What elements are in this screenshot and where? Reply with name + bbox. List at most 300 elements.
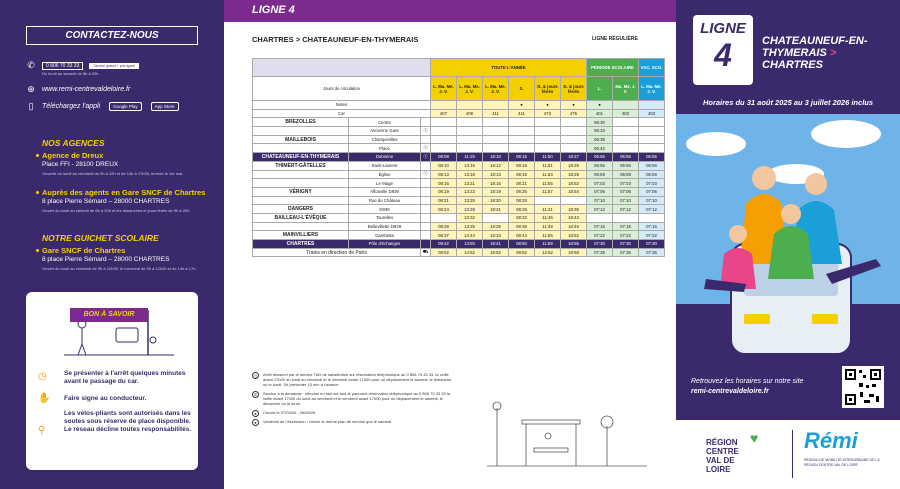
website-promo — [691, 377, 851, 396]
agency1-name: Agence de Dreux — [42, 151, 104, 160]
departure-time: 18:10 — [483, 153, 509, 162]
note-text: Service à la demande : effectué en taxi sur tout le parcours réservation téléphonique au 0 806 70 33 33 la veille avant 17h00 du lundi au vendredi et le vendredi avant 17h00 pour un déplacement le samedi, le dimanche ou le lundi. — [263, 391, 450, 406]
departure-time: 08:37 — [431, 231, 457, 240]
stop-row — [253, 161, 665, 170]
footnote-taxi — [252, 391, 452, 406]
departure-time: 19:58 — [561, 248, 587, 257]
departure-time: 13:35 — [457, 222, 483, 231]
departure-time: 11:50 — [535, 153, 561, 162]
bullet-dot — [36, 191, 39, 194]
days-cell: S. — [509, 77, 535, 101]
departure-time: 18:28 — [561, 161, 587, 170]
phone-icon: ✆ — [253, 392, 258, 397]
departure-time: 07:10 — [639, 196, 665, 205]
tip-bicycles: Les vélos-pliants sont autorisés dans les soutes sous réserve de place disponible. Le réseau décline toutes responsabilités. — [64, 410, 192, 433]
departure-time: 06:56 — [639, 161, 665, 170]
departure-time — [509, 144, 535, 153]
departure-time: 08:44 — [509, 231, 535, 240]
stop-name: Affonville D939 — [349, 187, 421, 196]
departure-time: 13:28 — [457, 205, 483, 214]
phone-number[interactable]: 0 806 70 33 33 — [42, 62, 83, 70]
departure-time: 18:45 — [561, 222, 587, 231]
footnotes — [252, 372, 452, 428]
departure-time — [483, 144, 509, 153]
departure-time — [431, 213, 457, 222]
clock-icon: ◷ — [38, 371, 47, 382]
days-row — [253, 77, 665, 101]
departure-time — [613, 127, 639, 136]
departure-time: 07:06 — [639, 187, 665, 196]
commune-name — [253, 170, 349, 179]
validity-dates: Horaires du 31 août 2025 au 3 juillet 2026 inclus — [702, 98, 874, 107]
departure-time: 11:41 — [535, 205, 561, 214]
app-row — [26, 101, 179, 112]
departure-time: 07:10 — [613, 196, 639, 205]
departure-time: 07:15 — [639, 222, 665, 231]
stop-name: Tourelles — [349, 213, 421, 222]
days-cell: L. Ma. Me. J. V. — [457, 77, 483, 101]
google-play-badge[interactable]: Google Play — [109, 102, 142, 111]
stop-row — [253, 153, 665, 162]
departure-time: 07:30 — [613, 240, 639, 249]
stop-name: Champevilles — [349, 135, 421, 144]
departure-time: 08:25 — [509, 196, 535, 205]
car-number: 411 — [509, 109, 535, 118]
departure-time — [613, 213, 639, 222]
days-cell: L. Ma. Me. J. V. — [431, 77, 457, 101]
period-row — [253, 59, 665, 77]
departure-time: 07:03 — [587, 179, 613, 188]
footnote-ascension — [252, 419, 452, 424]
route-title: CHARTRES > CHATEAUNEUF-EN-THYMERAIS — [252, 35, 419, 44]
footnote-tad — [252, 372, 452, 387]
dest-origin: CHATEAUNEUF-EN-THYMERAIS — [762, 35, 868, 59]
departure-time — [431, 135, 457, 144]
departure-time — [535, 135, 561, 144]
departure-time: 11:46 — [535, 213, 561, 222]
departure-time — [535, 118, 561, 127]
stop-row — [253, 213, 665, 222]
days-label: Jours de circulation — [253, 77, 431, 101]
stop-rows — [253, 118, 665, 257]
departure-time — [431, 144, 457, 153]
departure-time: 11:53 — [535, 170, 561, 179]
car-number: 403 — [613, 109, 639, 118]
commune-name: CHARTRES — [253, 240, 349, 249]
phone-badge: Service gratuit + prix appel — [89, 63, 139, 69]
departure-time: 06:30 — [587, 118, 613, 127]
stop-note-icon — [421, 118, 431, 127]
departure-time: 08:36 — [509, 222, 535, 231]
departure-time: 18:56 — [561, 240, 587, 249]
note-marker: ● — [509, 101, 535, 110]
departure-time: 13:21 — [457, 179, 483, 188]
smartphone-icon: ▯ — [28, 101, 34, 111]
departure-time: 08:08 — [431, 153, 457, 162]
departure-time — [561, 118, 587, 127]
departure-time: 06:56 — [587, 161, 613, 170]
departure-time: 08:52 — [509, 248, 535, 257]
note-marker: ● — [535, 101, 561, 110]
period-vacation: VAC. SCO. — [639, 59, 665, 77]
departure-time — [639, 118, 665, 127]
stop-note-icon: ⛟ — [421, 248, 431, 257]
stop-note-icon — [421, 179, 431, 188]
departure-time: 11:59 — [535, 240, 561, 249]
departure-time: 07:12 — [613, 205, 639, 214]
phone-icon: ✆ — [27, 60, 35, 70]
departure-time: 18:21 — [483, 205, 509, 214]
school-title: NOTRE GUICHET SCOLAIRE — [42, 233, 159, 243]
school-hours: Ouvert du lundi au vendredi de 9h à 12h30, le mercredi de 9h à 12h30 et de 14h à 17h. — [42, 266, 197, 271]
departure-time: 08:24 — [431, 205, 457, 214]
commune-name: BAILLEAU-L'ÉVÊQUE — [253, 213, 349, 222]
departure-time: 13:50 — [457, 240, 483, 249]
app-store-badge[interactable]: App Store — [151, 102, 179, 111]
bus-shelter-illustration — [482, 398, 652, 473]
commune-name: MAILLEBOIS — [253, 135, 349, 144]
departure-time — [457, 127, 483, 136]
departure-time: 08:13 — [431, 170, 457, 179]
departure-time — [483, 118, 509, 127]
days-cell: Ma. Me. J. V. — [613, 77, 639, 101]
bullet-dot — [36, 249, 39, 252]
departure-time: 12:52 — [535, 248, 561, 257]
car-number: 411 — [483, 109, 509, 118]
departure-time: 18:27 — [561, 153, 587, 162]
service-type: LIGNE RÉGULIÈRE — [592, 36, 638, 42]
departure-time — [535, 196, 561, 205]
departure-time — [535, 127, 561, 136]
departure-time — [613, 144, 639, 153]
departure-time — [639, 213, 665, 222]
stop-row — [253, 231, 665, 240]
agency2-hours: Ouvert du lundi au samedi de 6h à 20h et les dimanches et jours fériés de 9h à 20h. — [42, 208, 191, 213]
commune-name — [253, 127, 349, 136]
destination — [762, 35, 897, 71]
remi-tagline: RÉSEAU DE MOBILITÉ INTERURBAINE DE LA RÉGION CENTRE-VAL DE LOIRE — [804, 458, 880, 467]
remi-logo: Rémi — [804, 428, 858, 453]
commune-name — [253, 196, 349, 205]
departure-time: 07:30 — [639, 240, 665, 249]
agency-dreux — [42, 152, 207, 161]
departure-time: 18:13 — [483, 170, 509, 179]
globe-icon: ⊕ — [27, 84, 35, 94]
stop-name: Église — [349, 170, 421, 179]
departure-time: 18:43 — [561, 213, 587, 222]
commune-name: MAINVILLIERS — [253, 231, 349, 240]
dest-terminus: CHARTRES — [762, 59, 823, 71]
note-text: Circule le 07/04/26 ; 26/05/26 — [263, 410, 316, 415]
stop-name: Gambetta — [349, 231, 421, 240]
departure-time: 18:39 — [561, 205, 587, 214]
departure-time: 06:55 — [639, 153, 665, 162]
departure-time — [535, 144, 561, 153]
departure-time: 07:03 — [639, 179, 665, 188]
commune-name: CHATEAUNEUF-EN-THYMERAIS — [253, 153, 349, 162]
hand-icon: ✋ — [38, 393, 51, 404]
stop-note-icon: ⓢ — [421, 144, 431, 153]
qr-code[interactable] — [842, 366, 884, 408]
stop-row — [253, 222, 665, 231]
days-cell: L. Ma. Me. J. V. — [639, 77, 665, 101]
departure-time — [509, 118, 535, 127]
stop-note-icon: ⓢ — [421, 153, 431, 162]
days-cell: L. — [587, 77, 613, 101]
departure-time: 07:35 — [613, 248, 639, 257]
departure-time: 18:29 — [561, 170, 587, 179]
stop-name: Saint-Laurent — [349, 161, 421, 170]
stop-row — [253, 170, 665, 179]
stop-note-icon — [421, 196, 431, 205]
departure-time — [457, 144, 483, 153]
car-number: 407 — [431, 109, 457, 118]
departure-time: 08:21 — [431, 196, 457, 205]
departure-time — [639, 127, 665, 136]
departure-time: 07:12 — [587, 205, 613, 214]
departure-time: 08:25 — [509, 187, 535, 196]
cover-panel — [676, 0, 900, 489]
departure-time — [509, 127, 535, 136]
car-number: 403 — [639, 109, 665, 118]
region-heart-icon: ♥ — [750, 430, 759, 446]
departure-time: 18:52 — [561, 179, 587, 188]
departure-time: 14:52 — [457, 248, 483, 257]
line-header-band — [224, 0, 676, 22]
stop-note-icon — [421, 231, 431, 240]
agency2-addr: 8 place Pierre Sémard – 28000 CHARTRES — [42, 198, 170, 205]
departure-time: 11:48 — [535, 222, 561, 231]
departure-time: 18:41 — [483, 240, 509, 249]
agencies-title: NOS AGENCES — [42, 138, 105, 148]
stop-row — [253, 127, 665, 136]
departure-time: 07:30 — [587, 240, 613, 249]
website-row[interactable] — [26, 84, 130, 95]
departure-time: 06:59 — [613, 170, 639, 179]
stop-note-icon — [421, 240, 431, 249]
departure-time: 11:57 — [535, 187, 561, 196]
departure-time: 08:16 — [431, 179, 457, 188]
days-cell: D. & jours fériés — [535, 77, 561, 101]
departure-time: 07:12 — [639, 205, 665, 214]
departure-time — [639, 135, 665, 144]
departure-time: 07:35 — [639, 248, 665, 257]
car-number: 475 — [561, 109, 587, 118]
note-marker: ● — [561, 101, 587, 110]
stop-note-icon — [421, 205, 431, 214]
stop-name: Pôle d'échanges — [349, 240, 421, 249]
stop-name: Ancienne Gare — [349, 127, 421, 136]
departure-time: 18:16 — [483, 179, 509, 188]
contact-title: CONTACTEZ-NOUS — [26, 26, 198, 45]
departure-time: 06:42 — [587, 144, 613, 153]
ligne-number: 4 — [714, 37, 732, 73]
departure-time: 08:10 — [431, 161, 457, 170]
departure-time: 07:03 — [613, 179, 639, 188]
agency2-name: Auprès des agents en Gare SNCF de Chartres — [42, 188, 206, 197]
commune-name: BREZOLLES — [253, 118, 349, 127]
stop-note-icon — [421, 222, 431, 231]
departure-time: 07:22 — [613, 231, 639, 240]
stop-note-icon: ⓢ — [421, 170, 431, 179]
departure-time: 08:42 — [431, 240, 457, 249]
notes-row — [253, 101, 665, 110]
departure-time — [561, 127, 587, 136]
tip-arrive-early: Se présenter à l'arrêt quelques minutes avant le passage du car. — [64, 370, 186, 385]
stop-note-icon: ⓢ — [421, 127, 431, 136]
bicycle-icon: ⚲ — [38, 425, 46, 436]
departure-time: 06:59 — [639, 170, 665, 179]
departure-time: 06:55 — [613, 153, 639, 162]
commune-name — [253, 144, 349, 153]
agency-chartres — [42, 189, 207, 198]
departure-time — [457, 135, 483, 144]
footnote-dates — [252, 410, 452, 415]
departure-time: 13:32 — [457, 213, 483, 222]
departure-time — [483, 135, 509, 144]
departure-time — [639, 144, 665, 153]
departure-time — [613, 135, 639, 144]
stop-row — [253, 135, 665, 144]
car-number: 401 — [587, 109, 613, 118]
departure-time: 07:35 — [587, 248, 613, 257]
departure-time: 08:19 — [431, 187, 457, 196]
departure-time — [483, 127, 509, 136]
departure-time: 13:23 — [457, 187, 483, 196]
stop-row — [253, 240, 665, 249]
departure-time: 08:29 — [431, 222, 457, 231]
departure-time: 08:32 — [509, 213, 535, 222]
departure-time: 07:06 — [587, 187, 613, 196]
commune-name: DANGERS — [253, 205, 349, 214]
site-link[interactable]: remi-centrevaldeloire.fr — [691, 387, 769, 395]
stop-name: D939 — [349, 205, 421, 214]
departure-time — [509, 135, 535, 144]
stop-note-icon — [421, 213, 431, 222]
info-icon: ● — [252, 410, 259, 417]
stop-name: Bellevillette D939 — [349, 222, 421, 231]
commune-name — [253, 222, 349, 231]
days-cell: D. & jours fériés — [561, 77, 587, 101]
departure-time: 18:34 — [483, 231, 509, 240]
line-label: LIGNE 4 — [252, 4, 295, 16]
stop-row — [253, 196, 665, 205]
period-all-year: TOUTE L'ANNÉE — [431, 59, 587, 77]
commune-name — [253, 179, 349, 188]
logo-divider — [792, 430, 793, 478]
departure-time: 08:21 — [509, 179, 535, 188]
car-number: 409 — [457, 109, 483, 118]
website-link[interactable]: www.remi-centrevaldeloire.fr — [42, 86, 131, 93]
departure-time: 13:44 — [457, 231, 483, 240]
departure-time — [587, 213, 613, 222]
stop-name: Dubonne — [349, 153, 421, 162]
departure-time: 06:55 — [587, 153, 613, 162]
logos-bar — [676, 420, 900, 489]
departure-time: 11:15 — [457, 153, 483, 162]
stop-name: Centre — [349, 118, 421, 127]
bullet-dot — [36, 154, 39, 157]
departure-time — [431, 118, 457, 127]
departure-time: 18:54 — [561, 187, 587, 196]
agency1-addr: Place FFI - 28100 DREUX — [42, 161, 119, 168]
departure-time: 18:12 — [483, 161, 509, 170]
departure-time — [431, 127, 457, 136]
departure-time: 13:16 — [457, 161, 483, 170]
departure-time: 08:50 — [509, 240, 535, 249]
region-logo: RÉGION CENTRE VAL DE LOIRE — [706, 438, 739, 474]
tip-wave: Faire signe au conducteur. — [64, 395, 147, 402]
good-to-know-title: BON À SAVOIR — [70, 308, 148, 322]
departure-time: 06:38 — [587, 135, 613, 144]
departure-time: 06:59 — [587, 170, 613, 179]
car-number: 473 — [535, 109, 561, 118]
stop-name: Rue du Château — [349, 196, 421, 205]
departure-time: 18:20 — [483, 196, 509, 205]
stop-note-icon — [421, 135, 431, 144]
school-name: Gare SNCF de Chartres — [42, 246, 126, 255]
stop-row — [253, 205, 665, 214]
phone-row[interactable] — [26, 60, 139, 71]
stop-row — [253, 118, 665, 127]
days-cell: L. Ma. Me. J. V. — [483, 77, 509, 101]
line-tag — [693, 15, 753, 85]
departure-time: 07:15 — [587, 222, 613, 231]
note-text: Vendredi de l'Ascension : circule le même plan de service que le samedi. — [263, 419, 393, 424]
departure-time: 07:22 — [639, 231, 665, 240]
note-text: Arrêt desservi par le service TAD de substitution sur réservation téléphonique au 0 806 70 33 33, la veille avant 17h00 du lundi au vendredi et le vendredi avant 17h00 pour un déplacement le samedi, le dimanche ou le lundi. Se présenter 10 min à l'avance. — [263, 372, 452, 387]
dest-separator: > — [829, 47, 837, 59]
departure-time: 07:06 — [613, 187, 639, 196]
app-text: Téléchargez l'appli — [42, 103, 101, 110]
good-to-know-box — [26, 292, 198, 470]
left-panel — [0, 0, 224, 489]
stop-row — [253, 144, 665, 153]
departure-time: 07:15 — [613, 222, 639, 231]
departure-time: 13:25 — [457, 196, 483, 205]
departure-time: 06:33 — [587, 127, 613, 136]
note-marker: ● — [587, 101, 613, 110]
departure-time: 13:18 — [457, 170, 483, 179]
timetable-panel — [224, 0, 676, 489]
departure-time: 18:52 — [483, 248, 509, 257]
stop-name: Place — [349, 144, 421, 153]
departure-time: 08:29 — [509, 205, 535, 214]
departure-time: 07:22 — [587, 231, 613, 240]
stop-row — [253, 248, 665, 257]
departure-time: 08:15 — [509, 153, 535, 162]
departure-time — [561, 196, 587, 205]
departure-time: 08:52 — [431, 248, 457, 257]
departure-time: 11:51 — [535, 161, 561, 170]
stop-row — [253, 187, 665, 196]
phone-note: Du lundi au samedi de 8h à 20h — [42, 71, 99, 76]
timetable — [252, 58, 665, 257]
notes-label: Notes — [253, 101, 431, 110]
departure-time: 06:56 — [613, 161, 639, 170]
tad-icon: ◷ — [253, 373, 258, 378]
departure-time: 18:25 — [483, 222, 509, 231]
retrouvez-text: Retrouvez les horaires sur notre site — [691, 378, 804, 385]
info-icon: ● — [252, 419, 259, 426]
departure-time — [561, 144, 587, 153]
commune-name: VÉRIGNY — [253, 187, 349, 196]
departure-time — [483, 213, 509, 222]
school-addr: 8 place Pierre Sémard – 28000 CHARTRES — [42, 256, 170, 263]
departure-time: 11:55 — [535, 231, 561, 240]
commune-name: Trains en direction de Paris — [253, 248, 421, 257]
agency1-hours: Ouverte du lundi au vendredi de 9h à 12h et de 14h à 17h30, fermée le 1er mai. — [42, 171, 184, 176]
